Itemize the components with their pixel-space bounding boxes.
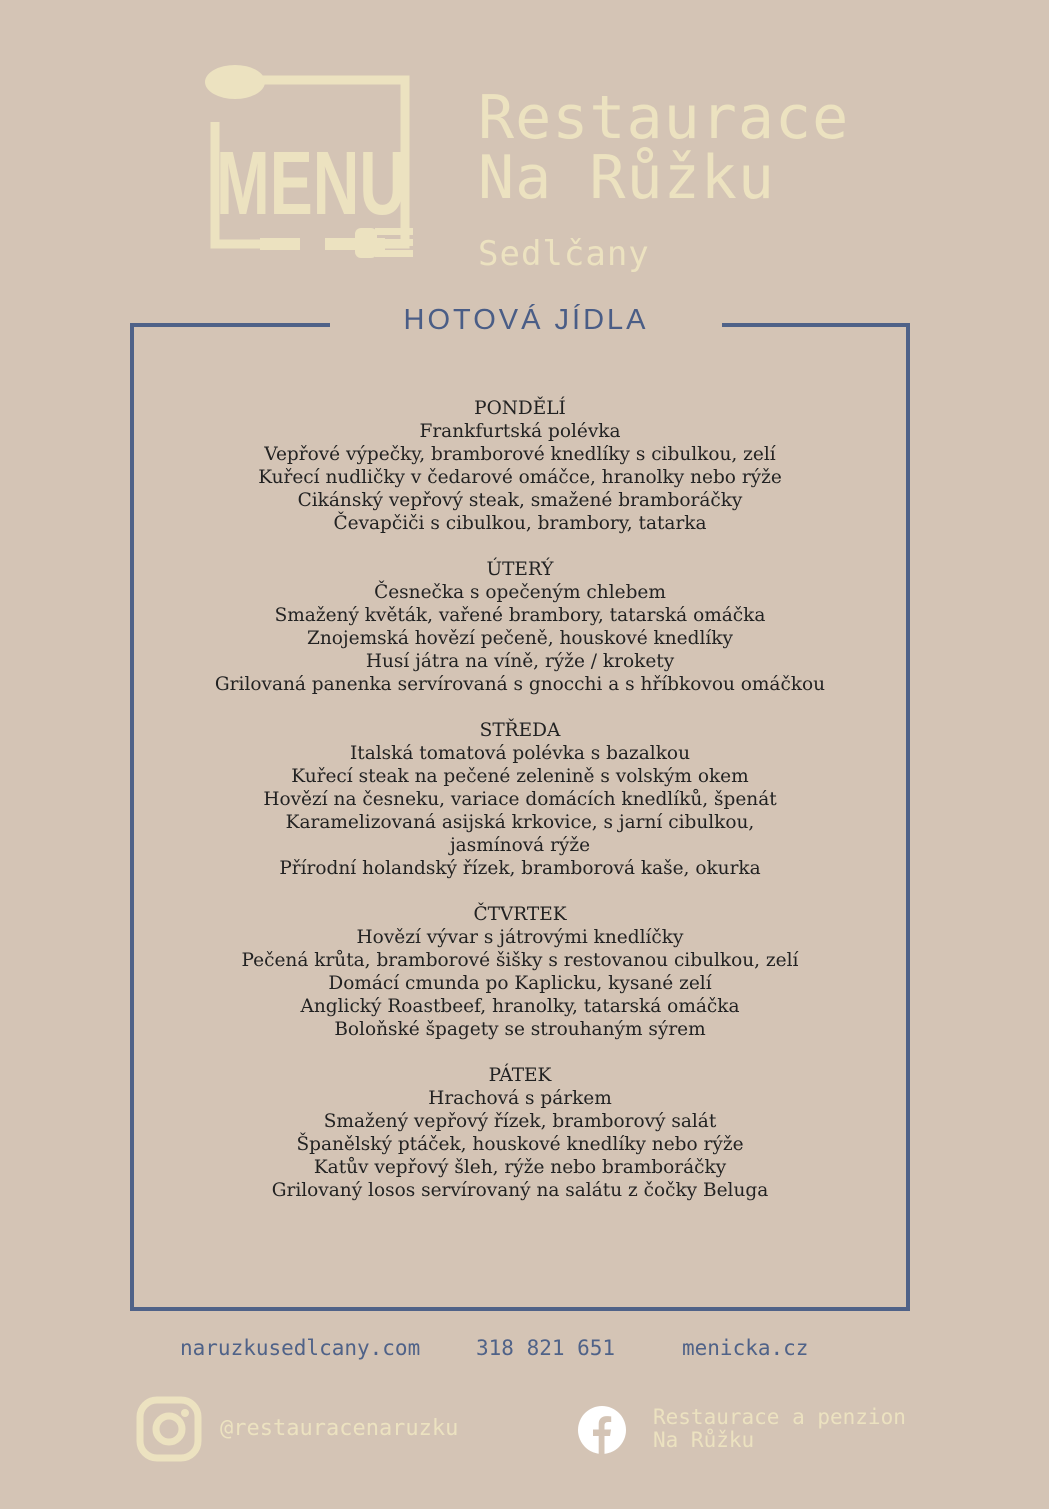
restaurant-name-line2: Na Růžku bbox=[478, 143, 775, 213]
restaurant-name bbox=[478, 83, 850, 213]
website-link[interactable]: naruzkusedlcany.com bbox=[180, 1336, 421, 1360]
dish-item: jasmínová rýže bbox=[449, 835, 591, 856]
dish-item: Katův vepřový šleh, rýže nebo bramboráčky bbox=[313, 1157, 727, 1178]
dish-item: Vepřové výpečky, bramborové knedlíky s cibulkou, zelí bbox=[264, 444, 776, 465]
restaurant-city: Sedlčany bbox=[478, 234, 650, 274]
dish-item: Znojemská hovězí pečeně, houskové knedlíky bbox=[307, 628, 733, 649]
day-name: ČTVRTEK bbox=[473, 904, 567, 925]
section-title: HOTOVÁ JÍDLA bbox=[403, 304, 649, 336]
dish-item: Hrachová s párkem bbox=[428, 1088, 612, 1109]
dish-item: Domácí cmunda po Kaplicku, kysané zelí bbox=[328, 973, 712, 994]
dish-item: Anglický Roastbeef, hranolky, tatarská omáčka bbox=[300, 996, 740, 1017]
dish-item: Grilovaný losos servírovaný na salátu z čočky Beluga bbox=[271, 1180, 769, 1201]
day-block bbox=[140, 558, 900, 696]
dish-item: Kuřecí steak na pečené zelenině s volským okem bbox=[291, 766, 749, 787]
dish-item: Smažený vepřový řízek, bramborový salát bbox=[323, 1111, 717, 1132]
dish-item: Husí játra na víně, rýže / krokety bbox=[365, 651, 675, 672]
day-name: PÁTEK bbox=[488, 1065, 552, 1086]
dish-item: Přírodní holandský řízek, bramborová kaše, okurka bbox=[279, 858, 761, 879]
day-block bbox=[140, 903, 900, 1041]
dish-item: Italská tomatová polévka s bazalkou bbox=[349, 743, 690, 764]
menu-logo bbox=[205, 62, 415, 277]
restaurant-name-line1: Restaurace bbox=[478, 83, 850, 153]
day-block bbox=[140, 1064, 900, 1202]
frame-top-left-divider bbox=[130, 323, 330, 327]
day-block bbox=[140, 397, 900, 535]
dish-item: Karamelizovaná asijská krkovice, s jarní cibulkou, bbox=[285, 812, 755, 833]
dish-item: Kuřecí nudličky v čedarové omáčce, hranolky nebo rýže bbox=[258, 467, 782, 488]
day-name: STŘEDA bbox=[479, 720, 561, 741]
facebook-page-name[interactable] bbox=[653, 1406, 906, 1452]
menu-list bbox=[140, 397, 900, 1225]
instagram-icon[interactable] bbox=[136, 1396, 202, 1462]
dish-item: Smažený květák, vařené brambory, tatarská omáčka bbox=[274, 605, 766, 626]
dish-item: Pečená krůta, bramborové šišky s restovanou cibulkou, zelí bbox=[241, 950, 799, 971]
dish-item: Frankfurtská polévka bbox=[419, 421, 621, 442]
day-name: ÚTERÝ bbox=[486, 559, 554, 580]
phone-number[interactable]: 318 821 651 bbox=[476, 1336, 616, 1360]
frame-top-right-divider bbox=[722, 323, 906, 327]
dish-item: Boloňské špagety se strouhaným sýrem bbox=[334, 1019, 706, 1040]
instagram-handle[interactable]: @restauracenaruzku bbox=[220, 1416, 459, 1441]
day-name: PONDĚLÍ bbox=[474, 398, 566, 419]
facebook-name-line1: Restaurace a penzion bbox=[653, 1405, 906, 1429]
dish-item: Čevapčiči s cibulkou, brambory, tatarka bbox=[333, 513, 707, 534]
dish-item: Grilovaná panenka servírovaná s gnocchi a s hříbkovou omáčkou bbox=[214, 674, 826, 695]
dish-item: Česnečka s opečeným chlebem bbox=[374, 582, 666, 603]
dish-item: Hovězí na česneku, variace domácích knedlíků, špenát bbox=[263, 789, 777, 810]
dish-item: Španělský ptáček, houskové knedlíky nebo rýže bbox=[296, 1134, 744, 1155]
day-block bbox=[140, 719, 900, 880]
facebook-name-line2: Na Růžku bbox=[653, 1428, 755, 1452]
menicka-link[interactable]: menicka.cz bbox=[682, 1336, 809, 1360]
logo-text: MENU bbox=[216, 134, 406, 234]
dish-item: Hovězí vývar s játrovými knedlíčky bbox=[356, 927, 684, 948]
dish-item: Cikánský vepřový steak, smažené bramboráčky bbox=[297, 490, 743, 511]
spoon-fork-icon bbox=[205, 62, 415, 277]
facebook-icon[interactable] bbox=[577, 1405, 627, 1455]
